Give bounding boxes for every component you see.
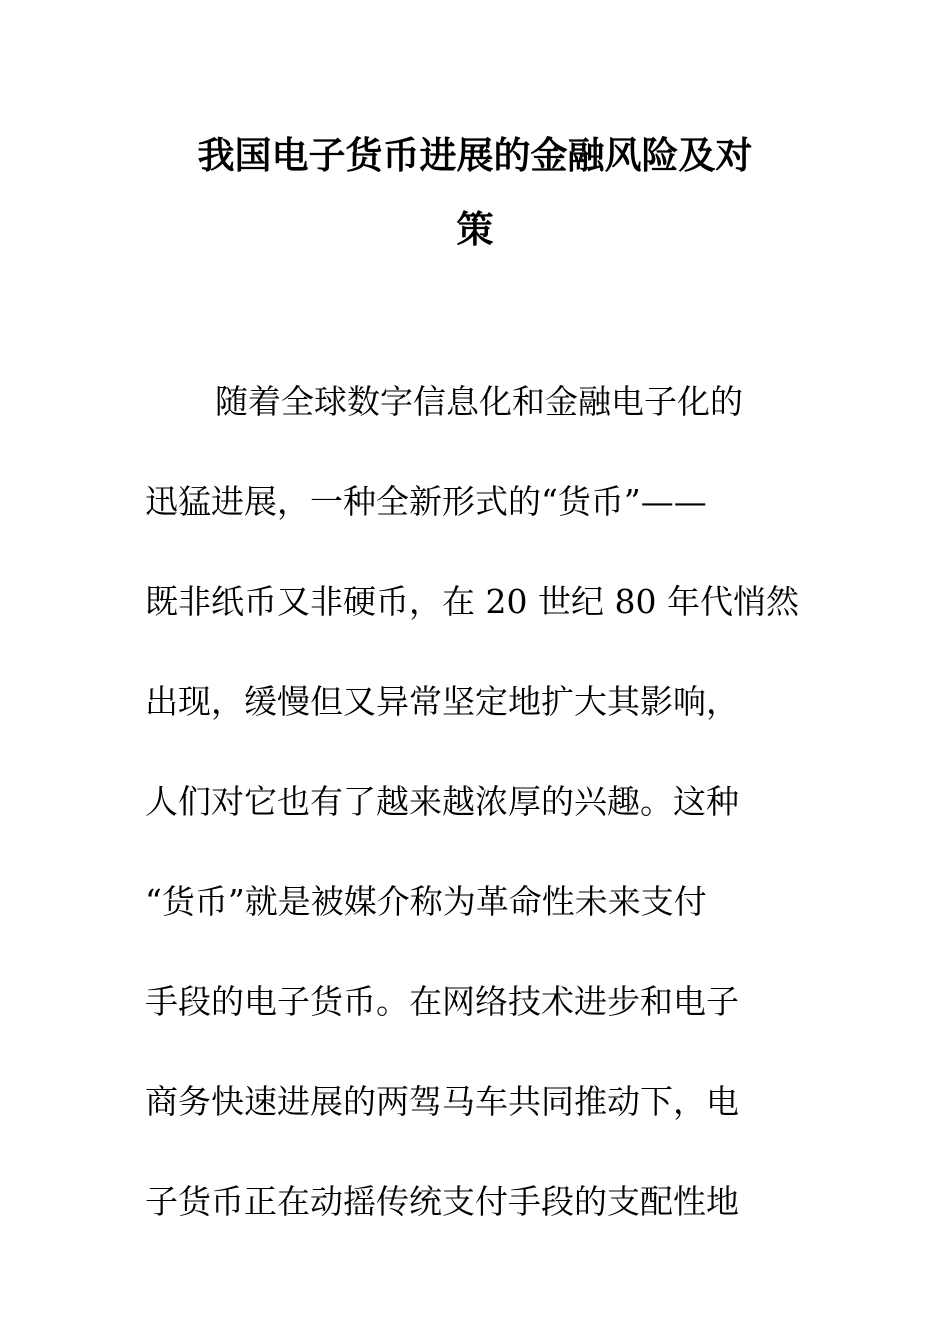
document-title-line-1: 我国电子货币进展的金融风险及对 <box>197 134 753 177</box>
document-title-line-2: 策 <box>456 208 494 251</box>
paragraph-line-1: 随着全球数字信息化和金融电子化的 <box>215 382 743 421</box>
paragraph-line-9: 子货币正在动摇传统支付手段的支配性地 <box>145 1182 739 1221</box>
paragraph-line-3: 既非纸币又非硬币，在 20 世纪 80 年代悄然 <box>145 582 799 621</box>
paragraph-line-7: 手段的电子货币。在网络技术进步和电子 <box>145 982 739 1021</box>
paragraph-line-4: 出现，缓慢但又异常坚定地扩大其影响， <box>145 682 739 721</box>
paragraph-line-2: 迅猛进展，一种全新形式的“货币”—— <box>145 482 707 521</box>
paragraph-line-8: 商务快速进展的两驾马车共同推动下，电 <box>145 1082 739 1121</box>
paragraph-line-5: 人们对它也有了越来越浓厚的兴趣。这种 <box>145 782 739 821</box>
paragraph-line-6: “货币”就是被媒介称为革命性未来支付 <box>145 882 707 921</box>
